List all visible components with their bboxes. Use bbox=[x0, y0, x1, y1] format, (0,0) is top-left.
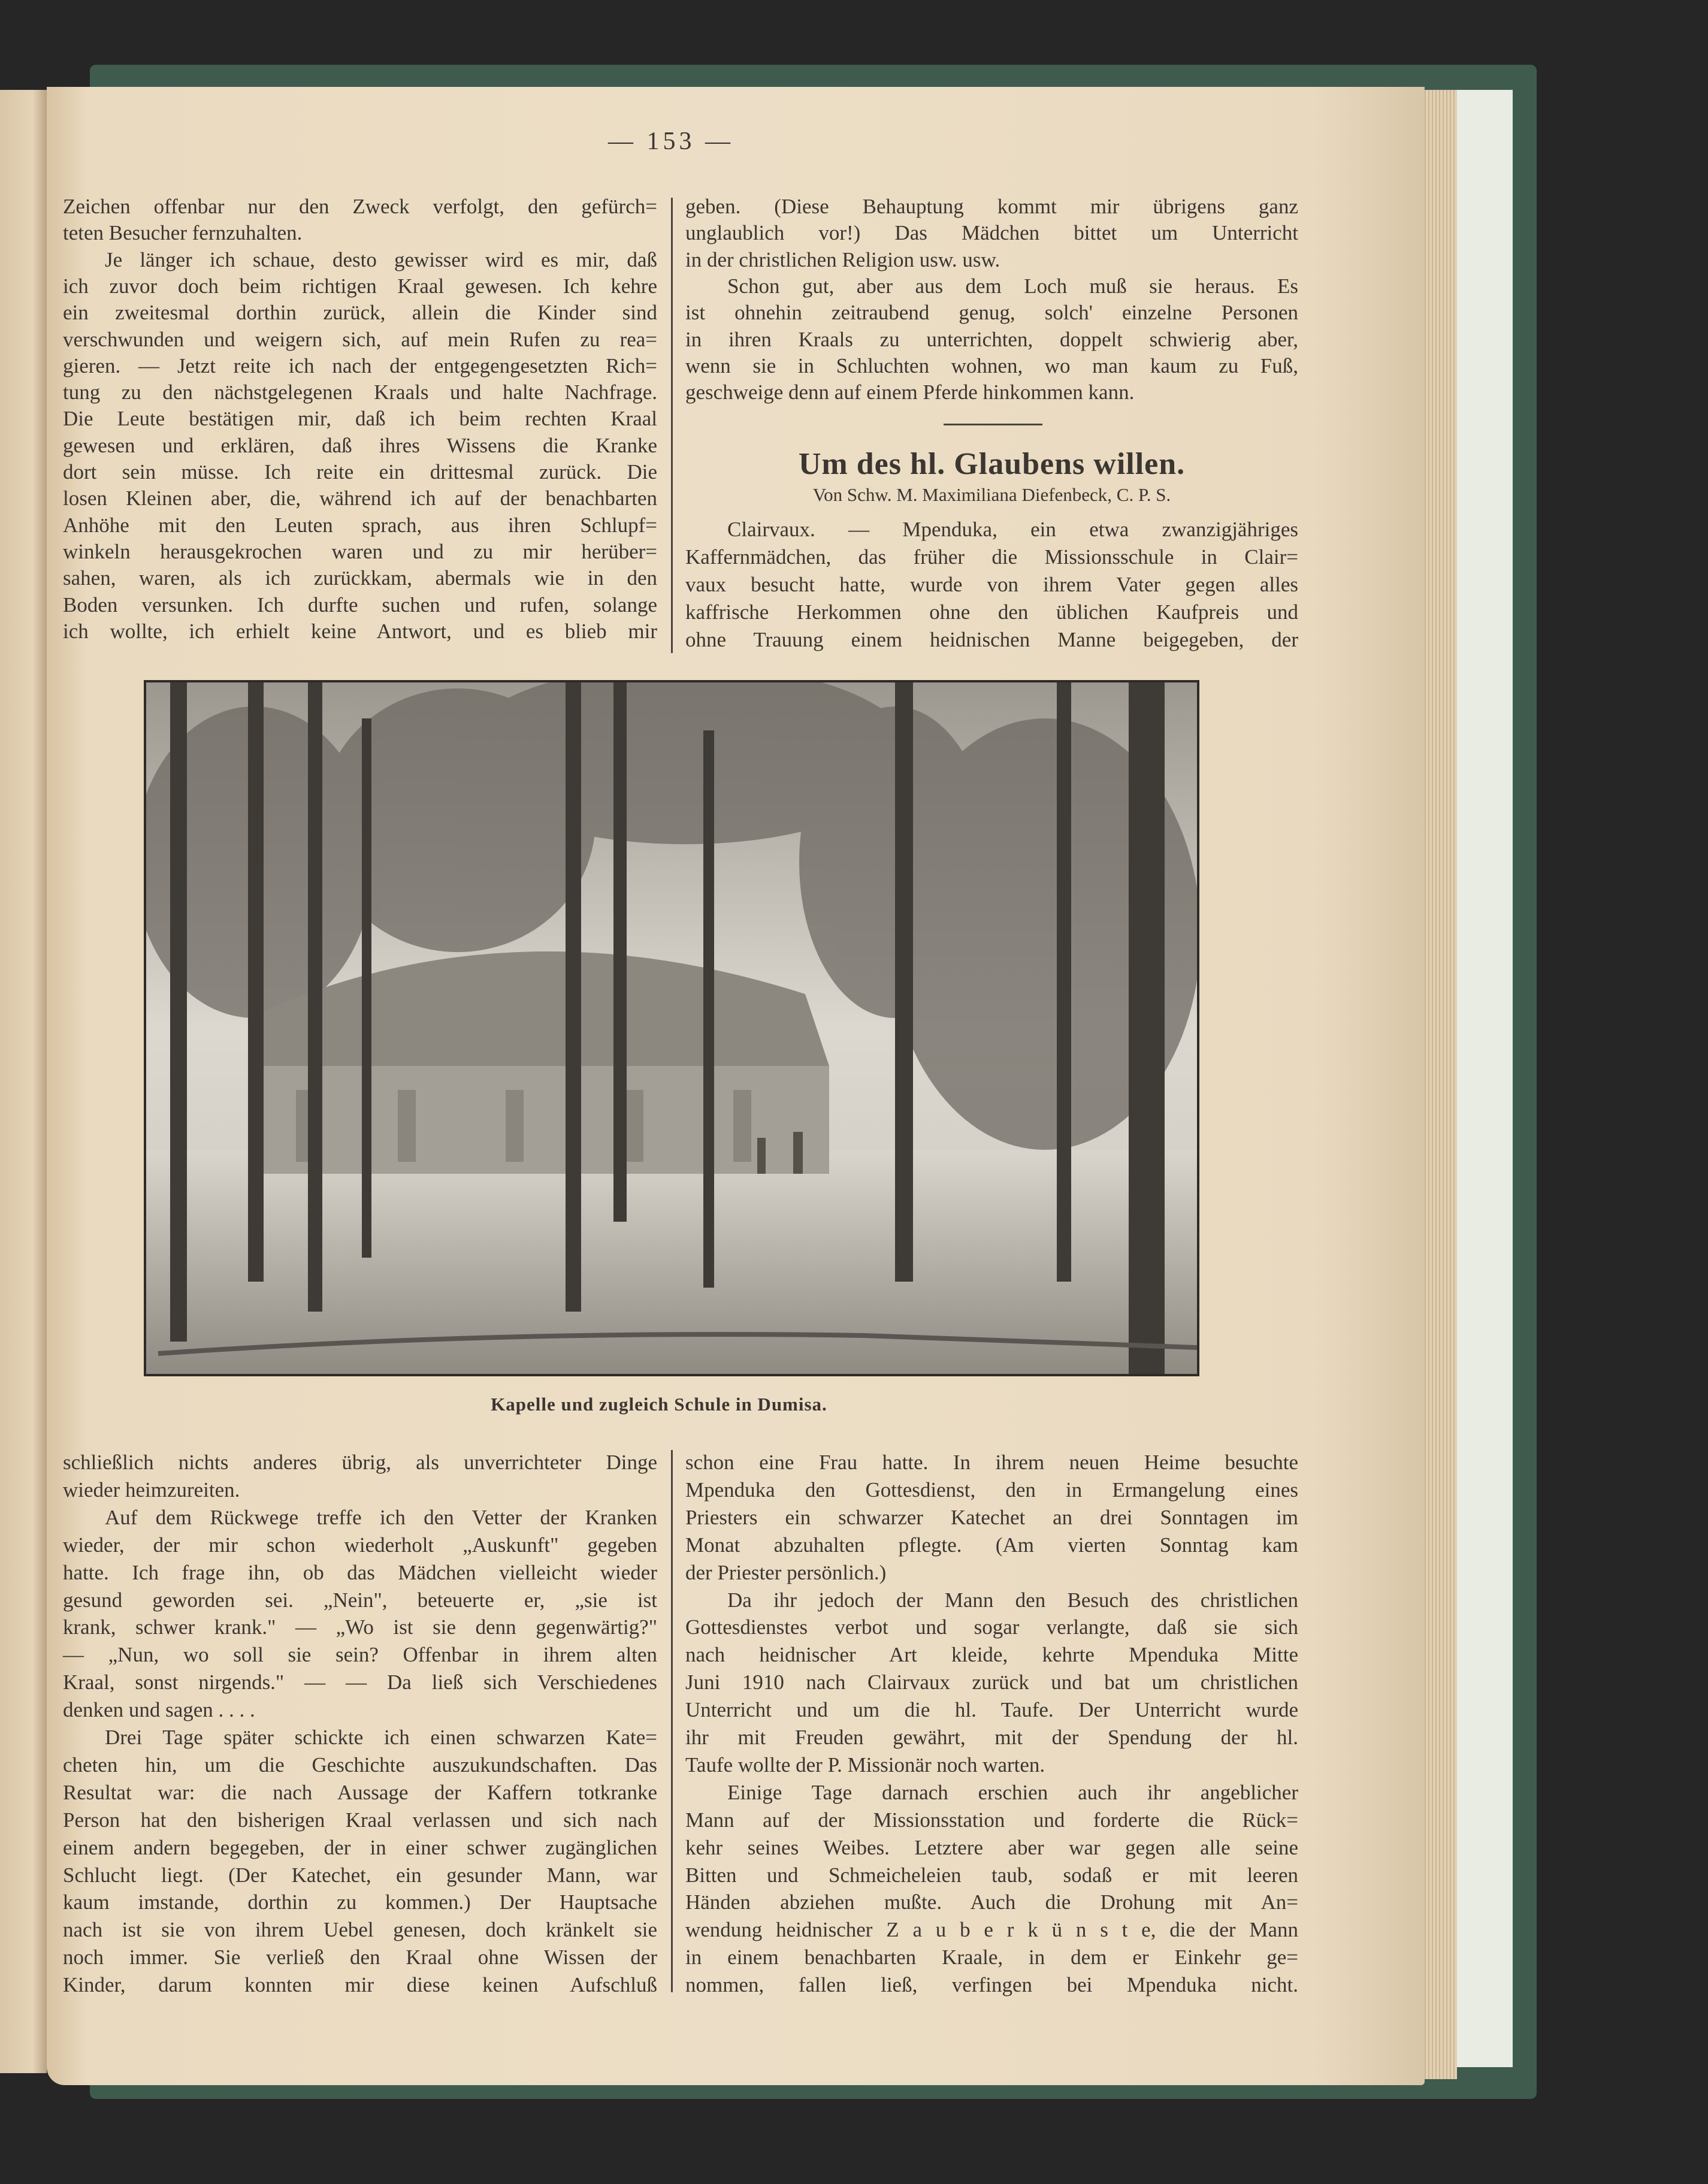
left-bottom-text-line: cheten hin, um die Geschichte auszukundschaften. Das bbox=[63, 1753, 657, 1777]
right-top-text-line: in der christlichen Religion usw. usw. bbox=[685, 247, 1000, 271]
right-bottom-text-line: Da ihr jedoch der Mann den Besuch des christlichen bbox=[727, 1588, 1298, 1612]
left-top-text-line: Die Leute bestätigen mir, daß ich beim rechten Kraal bbox=[63, 407, 657, 431]
left-page-edge bbox=[0, 90, 47, 2073]
right-bottom-text-line: Händen abziehen mußte. Auch die Drohung mit An= bbox=[685, 1890, 1298, 1914]
left-top-text-line: ich wollte, ich erhielt keine Antwort, und es blieb mir bbox=[63, 619, 657, 643]
right-top-text-line: Schon gut, aber aus dem Loch muß sie heraus. Es bbox=[727, 274, 1298, 298]
right-top-text-line: ist ohnehin zeitraubend genug, solch' einzelne Personen bbox=[685, 301, 1298, 325]
left-bottom-text-line: denken und sagen . . . . bbox=[63, 1698, 255, 1722]
right-bottom-text-line: Mann auf der Missionsstation und forderte die Rück= bbox=[685, 1808, 1298, 1832]
photo-image bbox=[146, 682, 1197, 1374]
photo-caption: Kapelle und zugleich Schule in Dumisa. bbox=[491, 1394, 827, 1415]
left-top-text-line: Boden versunken. Ich durfte suchen und rufen, solange bbox=[63, 593, 657, 617]
right-bottom-text-line: kehr seines Weibes. Letztere aber war gegen alle seine bbox=[685, 1835, 1298, 1859]
left-bottom-text-line: noch immer. Sie verließ den Kraal ohne Wissen der bbox=[63, 1946, 657, 1969]
left-bottom-text-line: schließlich nichts anderes übrig, als unverrichteter Dinge bbox=[63, 1451, 657, 1474]
right-bottom-text-line: Juni 1910 nach Clairvaux zurück und bat um christlichen bbox=[685, 1671, 1298, 1694]
left-bottom-text-line: Schlucht liegt. (Der Katechet, ein gesunder Mann, war bbox=[63, 1863, 657, 1887]
right-top-text-line: geben. (Diese Behauptung kommt mir übrigens ganz bbox=[685, 195, 1298, 218]
left-top-text-line: Je länger ich schaue, desto gewisser wird es mir, daß bbox=[105, 247, 657, 271]
left-bottom-text-line: Auf dem Rückwege treffe ich den Vetter der Kranken bbox=[105, 1505, 657, 1529]
right-top-text-line: unglaublich vor!) Das Mädchen bittet um Unterricht bbox=[685, 221, 1298, 245]
right-bottom-text-line: Monat abzuhalten pflegte. (Am vierten Sonntag kam bbox=[685, 1533, 1298, 1557]
left-bottom-text-line: hatte. Ich frage ihn, ob das Mädchen vielleicht wieder bbox=[63, 1560, 657, 1584]
left-bottom-text-line: gesund geworden sei. „Nein", beteuerte er, „sie ist bbox=[63, 1588, 657, 1612]
left-top-text-line: losen Kleinen aber, die, während ich auf der benachbarten bbox=[63, 487, 657, 510]
left-top-text-line: Zeichen offenbar nur den Zweck verfolgt, den gefürch= bbox=[63, 195, 657, 218]
right-bottom-text-line: Mpenduka den Gottesdienst, den in Ermangelung eines bbox=[685, 1478, 1298, 1502]
right-mid-text-line: ohne Trauung einem heidnischen Manne beigegeben, der bbox=[685, 628, 1298, 651]
right-bottom-text-line: in einem benachbarten Kraale, in dem er Einkehr ge= bbox=[685, 1946, 1298, 1969]
right-bottom-text-line: schon eine Frau hatte. In ihrem neuen Heime besuchte bbox=[685, 1451, 1298, 1474]
left-bottom-text-line: Person hat den bisherigen Kraal verlassen und sich nach bbox=[63, 1808, 657, 1832]
left-top-text-line: teten Besucher fernzuhalten. bbox=[63, 221, 303, 245]
left-bottom-text-line: Kinder, darum konnten mir diese keinen Aufschluß bbox=[63, 1973, 657, 1997]
left-top-text-line: gewesen und erklären, daß ihres Wissens die Kranke bbox=[63, 433, 657, 457]
right-bottom-text-line: Taufe wollte der P. Missionär noch warten. bbox=[685, 1753, 1045, 1777]
left-bottom-text-line: wieder heimzureiten. bbox=[63, 1478, 240, 1502]
left-top-text-line: gieren. — Jetzt reite ich nach der entgegengesetzten Rich= bbox=[63, 354, 657, 377]
right-bottom-text-line: Bitten und Schmeicheleien taub, sodaß er mit leeren bbox=[685, 1863, 1298, 1887]
right-bottom-text-line: Einige Tage darnach erschien auch ihr angeblicher bbox=[727, 1780, 1298, 1804]
left-top-text-line: verschwunden und weigern sich, auf mein Rufen zu rea= bbox=[63, 327, 657, 351]
right-mid-text-line: Clairvaux. — Mpenduka, ein etwa zwanzigjähriges bbox=[727, 518, 1298, 541]
right-mid-text-line: kaffrische Herkommen ohne den üblichen Kaufpreis und bbox=[685, 600, 1298, 624]
left-bottom-text-line: — „Nun, wo soll sie sein? Offenbar in ihrem alten bbox=[63, 1643, 657, 1667]
left-top-text-line: dort sein müsse. Ich reite ein drittesmal zurück. Die bbox=[63, 460, 657, 484]
left-bottom-text-line: nach ist sie von ihrem Uebel genesen, doch kränkelt sie bbox=[63, 1918, 657, 1942]
right-bottom-text-line: ihr mit Freuden gewährt, mit der Spendung der hl. bbox=[685, 1726, 1298, 1749]
right-mid-text-line: vaux besucht hatte, wurde von ihrem Vater gegen alles bbox=[685, 573, 1298, 596]
left-top-text-line: Anhöhe mit den Leuten sprach, aus ihren Schlupf= bbox=[63, 513, 657, 537]
left-bottom-text-line: Drei Tage später schickte ich einen schwarzen Kate= bbox=[105, 1726, 657, 1749]
left-top-text-line: ein zweitesmal dorthin zurück, allein die Kinder sind bbox=[63, 301, 657, 325]
left-bottom-text-line: Kraal, sonst nirgends." — — Da ließ sich Verschiedenes bbox=[63, 1671, 657, 1694]
photo-chapel-school bbox=[144, 680, 1199, 1376]
right-bottom-text-line: der Priester persönlich.) bbox=[685, 1560, 887, 1584]
right-bottom-text-line: wendung heidnischer Z a u b e r k ü n s t e, die der Mann bbox=[685, 1918, 1298, 1942]
left-bottom-text-line: kaum imstande, dorthin zu kommen.) Der Hauptsache bbox=[63, 1890, 657, 1914]
right-top-text-line: wenn sie in Schluchten wohnen, wo man kaum zu Fuß, bbox=[685, 354, 1298, 377]
left-bottom-text-line: Resultat war: die nach Aussage der Kaffern totkranke bbox=[63, 1780, 657, 1804]
page-number: — 153 — bbox=[608, 128, 734, 155]
right-mid-text-line: Kaffernmädchen, das früher die Missionsschule in Clair= bbox=[685, 545, 1298, 569]
article-byline: Von Schw. M. Maximiliana Diefenbeck, C. P. S. bbox=[812, 484, 1171, 505]
right-bottom-text-line: nommen, fallen ließ, verfingen bei Mpenduka nicht. bbox=[685, 1973, 1298, 1997]
cover-endpaper bbox=[1453, 90, 1513, 2067]
right-top-text-line: in ihren Kraals zu unterrichten, doppelt schwierig aber, bbox=[685, 327, 1298, 351]
article-title: Um des hl. Glaubens willen. bbox=[798, 447, 1186, 481]
left-top-text-line: tung zu den nächstgelegenen Kraals und halte Nachfrage. bbox=[63, 380, 657, 404]
left-bottom-text-line: krank, schwer krank." — „Wo ist sie denn gegenwärtig?" bbox=[63, 1615, 657, 1639]
column-rule-top bbox=[671, 198, 673, 653]
left-top-text-line: winkeln herausgekrochen waren und zu mir herüber= bbox=[63, 539, 657, 563]
right-bottom-text-line: Unterricht und um die hl. Taufe. Der Unterricht wurde bbox=[685, 1698, 1298, 1722]
right-top-text-line: geschweige denn auf einem Pferde hinkommen kann. bbox=[685, 380, 1135, 404]
column-rule-bottom bbox=[671, 1450, 673, 1992]
left-top-text-line: ich zuvor doch beim richtigen Kraal gewesen. Ich kehre bbox=[63, 274, 657, 298]
left-top-text-line: sahen, waren, als ich zurückkam, abermals wie in den bbox=[63, 566, 657, 590]
section-divider bbox=[944, 424, 1042, 425]
right-bottom-text-line: Gottesdienstes verbot und sogar verlangte, daß sie sich bbox=[685, 1615, 1298, 1639]
right-bottom-text-line: Priesters ein schwarzer Katechet an drei Sonntagen im bbox=[685, 1505, 1298, 1529]
left-bottom-text-line: einem andern begegeben, der in einer schwer zugänglichen bbox=[63, 1835, 657, 1859]
left-bottom-text-line: wieder, der mir schon wiederholt „Auskunft" gegeben bbox=[63, 1533, 657, 1557]
right-bottom-text-line: nach heidnischer Art kleide, kehrte Mpenduka Mitte bbox=[685, 1643, 1298, 1667]
